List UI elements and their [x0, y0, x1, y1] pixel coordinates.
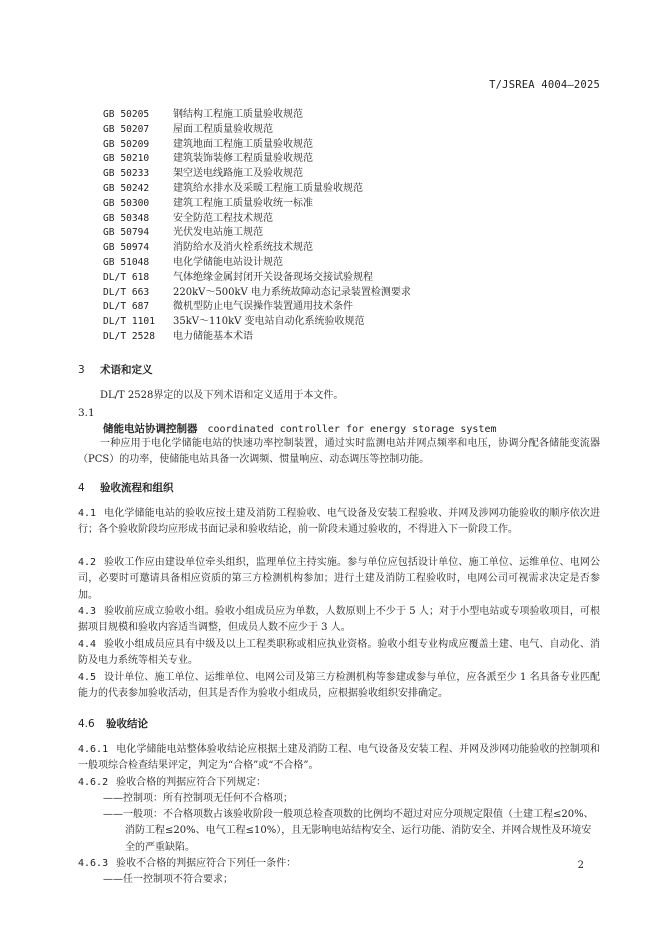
clause-4-5: [78, 670, 600, 703]
criterion-item: ——任一控制项不符合要求；: [103, 874, 233, 885]
criterion-item: [103, 807, 600, 856]
criterion-item: ——控制项：所有控制项无任何不合格项；: [103, 793, 293, 804]
standard-title: 微机型防止电气误操作装置通用技术条件: [173, 301, 353, 313]
standard-code: GB 50974: [103, 242, 150, 254]
section-heading-4-6: [78, 716, 148, 731]
clause-text: 验收合格的判据应符合下列规定：: [116, 777, 267, 788]
clause-4-6-2: [78, 775, 600, 791]
section-number: 4.6: [78, 718, 95, 730]
clause-number: 4.3: [78, 606, 97, 617]
document-id: T/JSREA 4004—2025: [489, 79, 600, 91]
clause-4-6-3: [78, 856, 600, 872]
term-definition: 一种应用于电化学储能电站的快速功率控制装置，通过实时监测电站并网点频率和电压，协调分配各储能变流器（PCS）的功率，使储能电站具备一次调频、惯量响应、动态调压等控制功能。: [78, 438, 600, 466]
standard-code: GB 50794: [103, 227, 150, 239]
term-number: 3.1: [78, 407, 95, 419]
clause-number: 4.1: [78, 508, 97, 519]
standard-title: 建筑地面工程施工质量验收规范: [173, 138, 313, 150]
section-number: 3: [78, 364, 85, 376]
clause-number: 4.4: [78, 639, 97, 650]
section-title: 验收结论: [106, 718, 148, 730]
clause-text: 验收前应成立验收小组。验收小组成员应为单数，人数原则上不少于 5 人；对于小型电站或专项验收项目，可根据项目规模和验收内容适当调整，但成员人数不应少于 3 人。: [78, 606, 600, 634]
standard-code: GB 50209: [103, 138, 150, 150]
standard-title: 架空送电线路施工及验收规范: [173, 168, 303, 180]
section3-intro: DL/T 2528界定的以及下列术语和定义适用于本文件。: [100, 390, 344, 401]
standard-title: 电力储能基本术语: [173, 330, 253, 342]
standard-entry: [103, 182, 623, 197]
clause-text: 设计单位、施工单位、运维单位、电网公司及第三方检测机构等参建或参与单位，应各派至少 1 名具备专业匹配能力的代表参加验收活动，但其是否作为验收小组成员，应根据验收组织安排确定。: [78, 672, 600, 700]
normative-references-list: [103, 108, 623, 345]
section-number: 4: [78, 482, 85, 494]
standard-title: 屋面工程质量验收规范: [173, 123, 273, 135]
term-chinese: 储能电站协调控制器: [103, 423, 198, 435]
standard-title: 建筑工程施工质量验收统一标准: [173, 197, 313, 209]
term-english: coordinated controller for energy storage system: [207, 424, 497, 435]
standard-code: DL/T 1101: [103, 316, 155, 328]
standard-entry: [103, 330, 623, 345]
standard-entry: [103, 167, 623, 182]
standard-title: 安全防范工程技术规范: [173, 212, 273, 224]
standard-code: GB 50210: [103, 153, 150, 165]
standard-title: 35kV～110kV 变电站自动化系统验收规范: [173, 316, 365, 328]
standard-entry: [103, 152, 623, 167]
page-number: 2: [577, 860, 584, 871]
standard-code: GB 50207: [103, 123, 150, 135]
standard-entry: [103, 197, 623, 212]
clause-4-6-1: [78, 742, 600, 775]
criterion-item-text: ——一般项：不合格项数占该验收阶段一般项总检查项数的比例均不超过对应分项规定限值（土建工程≤20%、消防工程≤20%、电气工程≤10%），且无影响电站结构安全、运行功能、消防安全、并网合规性及环境安全的严重缺陷。: [103, 809, 594, 853]
clause-number: 4.6.1: [78, 744, 109, 755]
standard-entry: [103, 241, 623, 256]
clause-text: 电化学储能电站整体验收结论应根据土建及消防工程、电气设备及安装工程、并网及涉网功能验收的控制项和一般项综合检查结果评定，判定为“合格”或“不合格”。: [78, 744, 600, 772]
standard-code: GB 50205: [103, 109, 150, 120]
standard-code: DL/T 2528: [103, 330, 155, 342]
clause-4-4: [78, 637, 600, 670]
standard-entry: [103, 256, 623, 271]
standard-entry: [103, 286, 623, 301]
clause-4-1: [78, 506, 600, 539]
section-title: 验收流程和组织: [100, 482, 174, 494]
clause-number: 4.2: [78, 557, 97, 568]
clause-4-3: [78, 604, 600, 637]
standard-entry: [103, 315, 623, 330]
section-heading-3: [78, 362, 153, 377]
standard-code: DL/T 663: [103, 286, 150, 298]
standard-title: 光伏发电站施工规范: [173, 227, 263, 239]
clause-number: 4.5: [78, 672, 97, 683]
standard-title: 钢结构工程施工质量验收规范: [173, 109, 303, 120]
standard-code: GB 51048: [103, 256, 150, 268]
standard-entry: [103, 300, 623, 315]
term-heading: [103, 421, 496, 436]
standard-title: 220kV～500kV 电力系统故障动态记录装置检测要求: [173, 286, 411, 298]
standard-title: 电化学储能电站设计规范: [173, 256, 283, 268]
standard-code: GB 50242: [103, 182, 150, 194]
standard-entry: [103, 226, 623, 241]
standard-title: 建筑装饰装修工程质量验收规范: [173, 153, 313, 165]
standard-code: GB 50300: [103, 197, 150, 209]
standard-code: GB 50348: [103, 212, 150, 224]
clause-text: 电化学储能电站的验收应按土建及消防工程验收、电气设备及安装工程验收、并网及涉网功能验收的顺序依次进行；各个验收阶段均应形成书面记录和验收结论，前一阶段未通过验收的，不得进入下一阶段工作。: [78, 508, 600, 536]
clause-text: 验收不合格的判据应符合下列任一条件：: [116, 858, 297, 869]
standard-title: 消防给水及消火栓系统技术规范: [173, 242, 313, 254]
standard-entry: [103, 123, 623, 138]
section-heading-4: [78, 480, 174, 495]
standard-entry: [103, 212, 623, 227]
clause-number: 4.6.3: [78, 858, 109, 869]
standard-title: 建筑给水排水及采暖工程施工质量验收规范: [173, 182, 363, 194]
clause-text: 验收小组成员应具有中级及以上工程类职称或相应执业资格。验收小组专业构成应覆盖土建、电气、自动化、消防及电力系统等相关专业。: [78, 639, 600, 667]
standard-code: DL/T 687: [103, 301, 150, 313]
standard-code: DL/T 618: [103, 271, 150, 283]
standard-entry: [103, 138, 623, 153]
section-title: 术语和定义: [100, 364, 153, 376]
clause-text: 验收工作应由建设单位牵头组织，监理单位主持实施。参与单位应包括设计单位、施工单位、运维单位、电网公司，必要时可邀请具备相应资质的第三方检测机构参加；进行土建及消防工程验收时，电网公司可视需求决定是否参加。: [78, 557, 600, 601]
standard-title: 气体绝缘金属封闭开关设备现场交接试验规程: [173, 271, 373, 283]
clause-4-2: [78, 555, 600, 604]
standard-entry: [103, 108, 623, 123]
standard-code: GB 50233: [103, 168, 150, 180]
standard-entry: [103, 271, 623, 286]
clause-number: 4.6.2: [78, 777, 109, 788]
